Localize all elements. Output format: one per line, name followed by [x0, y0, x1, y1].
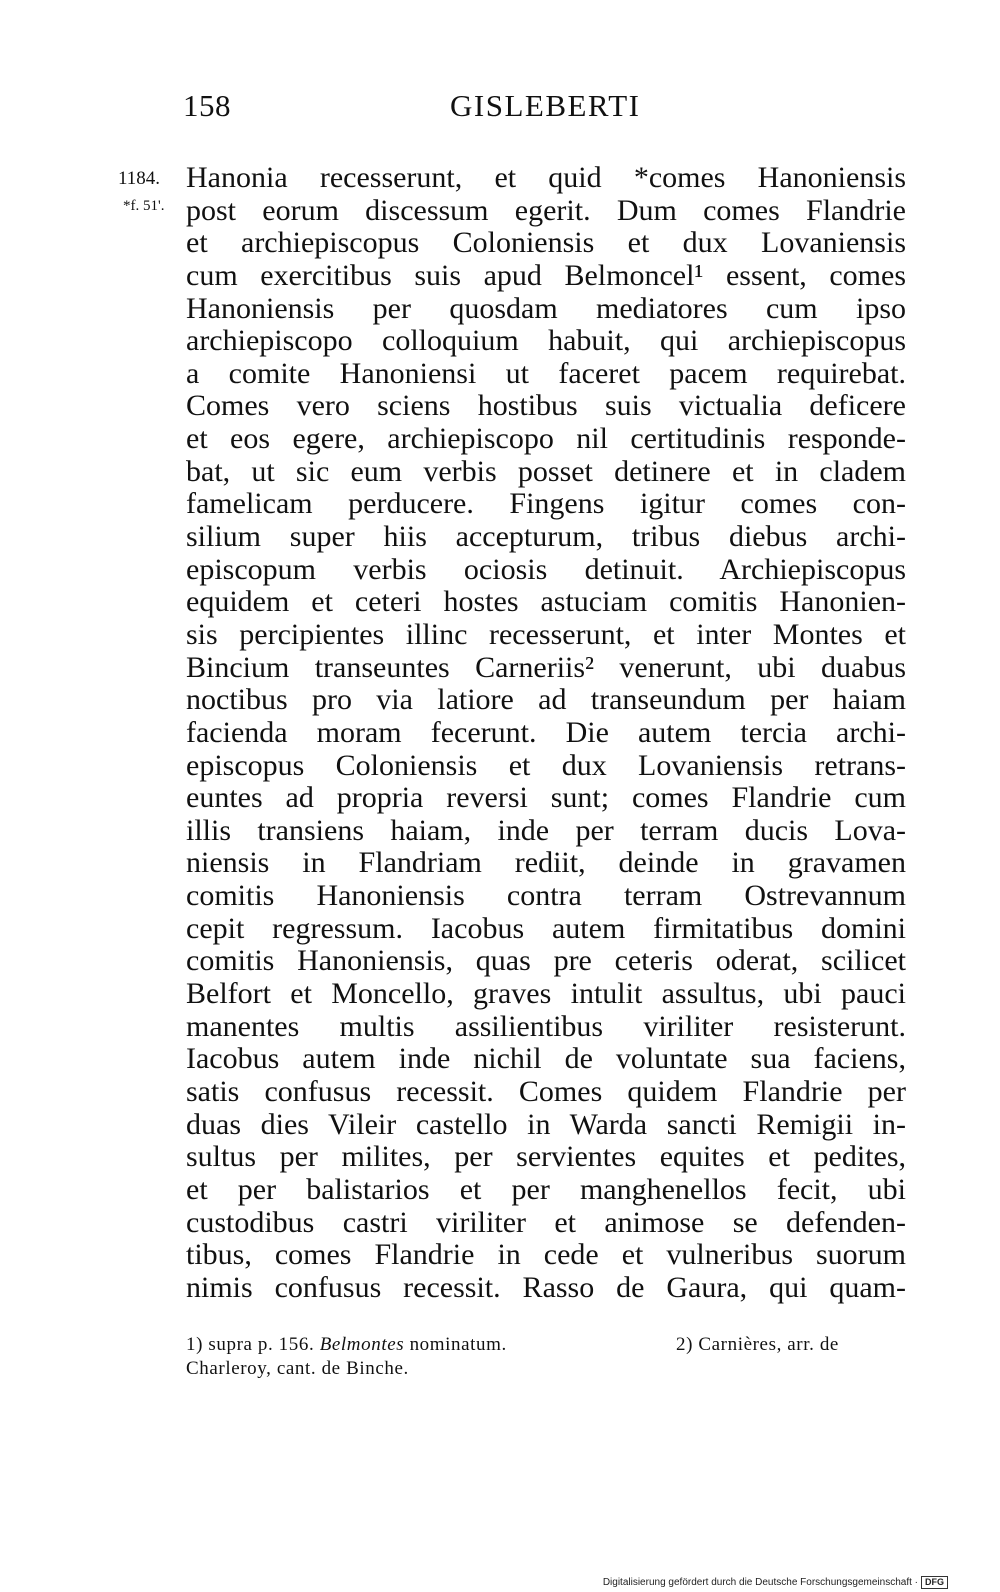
footnote-line: Charleroy, cant. de Binche. — [186, 1358, 409, 1379]
digitization-credit — [603, 1576, 948, 1589]
footnote-1-suffix: nominatum. — [404, 1334, 507, 1355]
footnote-line — [186, 1333, 902, 1357]
text-line: facienda moram fecerunt. Die autem tercia archi- — [186, 715, 906, 749]
text-line: duas dies Vileir castello in Warda sancti Remigii in- — [186, 1107, 906, 1141]
text-line: bat, ut sic eum verbis posset detinere et in cladem — [186, 454, 906, 488]
margin-year: 1184. — [118, 168, 161, 189]
footnote-1 — [186, 1333, 676, 1357]
text-line: Comes vero sciens hostibus suis victualia deficere — [186, 389, 906, 423]
text-line: et eos egere, archiepiscopo nil certitudinis responde- — [186, 422, 906, 456]
text-line: famelicam perducere. Fingens igitur comes con- — [186, 487, 906, 521]
credit-text: Digitalisierung gefördert durch die Deutsche Forschungsgemeinschaft · — [602, 1577, 918, 1589]
footnote-1-prefix: 1) supra p. 156. — [186, 1334, 320, 1355]
text-line: Bincium transeuntes Carneriis² venerunt, ubi duabus — [186, 650, 906, 684]
margin-folio: *f. 51'. — [123, 198, 165, 214]
text-line: equidem et ceteri hostes astuciam comitis Hanonien- — [186, 585, 906, 619]
text-line: episcopum verbis ociosis detinuit. Archiepiscopus — [186, 552, 906, 586]
text-line: Hanonia recesserunt, et quid *comes Hanoniensis — [186, 161, 906, 194]
text-line: euntes ad propria reversi sunt; comes Flandrie cum — [186, 781, 906, 815]
text-line: post eorum discessum egerit. Dum comes Flandrie — [186, 193, 906, 227]
text-line: et per balistarios et per manghenellos fecit, ubi — [186, 1172, 906, 1206]
text-line: comitis Hanoniensis contra terram Ostrevannum — [186, 879, 906, 913]
text-line: Iacobus autem inde nichil de voluntate sua faciens, — [186, 1042, 906, 1076]
text-line: manentes multis assilientibus viriliter resisterunt. — [186, 1009, 906, 1043]
text-line: Hanoniensis per quosdam mediatores cum ipso — [186, 291, 906, 325]
text-line: illis transiens haiam, inde per terram ducis Lova- — [186, 813, 906, 847]
footnotes — [186, 1333, 902, 1381]
text-line: et archiepiscopus Coloniensis et dux Lovaniensis — [186, 226, 906, 260]
page-number: 158 — [183, 88, 231, 123]
footnote-2: 2) Carnières, arr. de — [676, 1334, 839, 1355]
footnote-1-italic: Belmontes — [319, 1334, 405, 1355]
text-line: comitis Hanoniensis, quas pre ceteris oderat, scilicet — [186, 944, 906, 978]
main-text-block — [186, 162, 906, 1304]
text-line: archiepiscopo colloquium habuit, qui archiepiscopus — [186, 324, 906, 358]
text-line: custodibus castri viriliter et animose se defenden- — [186, 1205, 906, 1239]
text-line: cum exercitibus suis apud Belmoncel¹ essent, comes — [186, 258, 906, 292]
text-line: niensis in Flandriam rediit, deinde in gravamen — [186, 846, 906, 880]
text-line: nimis confusus recessit. Rasso de Gaura, qui quam- — [186, 1270, 906, 1304]
text-line: Belfort et Moncello, graves intulit assultus, ubi pauci — [186, 977, 906, 1011]
dfg-logo: DFG — [921, 1576, 948, 1589]
text-line: cepit regressum. Iacobus autem firmitatibus domini — [186, 911, 906, 945]
running-head: GISLEBERTI — [450, 88, 641, 123]
text-line: sultus per milites, per servientes equites et pedites, — [186, 1140, 906, 1174]
text-line: episcopus Coloniensis et dux Lovaniensis retrans- — [186, 748, 906, 782]
text-line: satis confusus recessit. Comes quidem Flandrie per — [186, 1074, 906, 1108]
text-line: a comite Hanoniensi ut faceret pacem requirebat. — [186, 356, 906, 390]
text-line: silium super hiis accepturum, tribus diebus archi- — [186, 520, 906, 554]
text-line: sis percipientes illinc recesserunt, et inter Montes et — [186, 617, 906, 651]
text-line: tibus, comes Flandrie in cede et vulneribus suorum — [186, 1238, 906, 1272]
text-line: noctibus pro via latiore ad transeundum per haiam — [186, 683, 906, 717]
